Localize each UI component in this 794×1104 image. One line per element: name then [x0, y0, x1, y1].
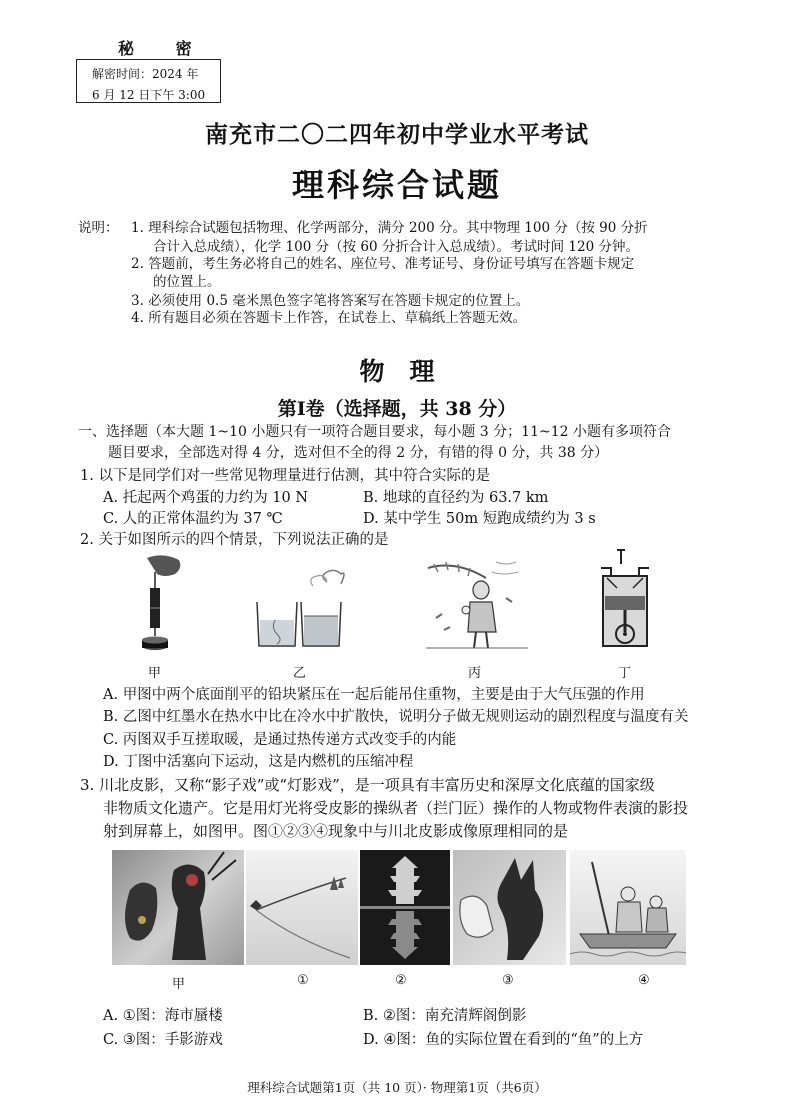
- instructions-label: 说明：: [78, 220, 119, 236]
- q2-figure-label-jia: 甲: [148, 666, 162, 681]
- question-3-stem-line3: 射到屏幕上，如图甲。图①②③④现象中与川北皮影成像原理相同的是: [103, 822, 569, 840]
- question-3-stem-line2: 非物质文化遗产。它是用灯光将受皮影的操纵者（拦门匠）操作的人物或物件表演的影投: [103, 799, 689, 817]
- instruction-line: 1. 理科综合试题包括物理、化学两部分，满分 200 分。其中物理 100 分（按 90 分折: [131, 220, 648, 236]
- mirage-photo: [246, 850, 358, 965]
- instruction-line: 的位置上。: [153, 274, 221, 290]
- question-2-option-a: A. 甲图中两个底面削平的铅块紧压在一起后能吊住重物，主要是由于大气压强的作用: [103, 687, 645, 703]
- question-2-stem: 2. 关于如图所示的四个情景，下列说法正确的是: [80, 532, 389, 548]
- mc-intro-line1: 一、选择题（本大题 1~10 小题只有一项符合题目要求，每小题 3 分；11~12 小题有多项符合: [78, 424, 671, 440]
- question-2-option-c: C. 丙图双手互搓取暖，是通过热传递方式改变手的内能: [103, 732, 457, 748]
- engine-cylinder-figure: [595, 548, 655, 654]
- instruction-line: 合计入总成绩），化学 100 分（按 60 分折合计入总成绩）。考试时间 120 分钟。: [153, 239, 639, 255]
- instruction-line: 3. 必须使用 0.5 毫米黑色签字笔将答案写在答题卡规定的位置上。: [131, 293, 530, 309]
- q3-figure-label-1: ①: [297, 973, 309, 988]
- part-title: 第Ⅰ卷（选择题，共 38 分）: [277, 398, 517, 420]
- question-3-option-d: D. ④图：鱼的实际位置在看到的“鱼”的上方: [363, 1032, 644, 1048]
- page-footer: 理科综合试题第1页（共 10 页）· 物理第1页（共6页）: [247, 1080, 547, 1095]
- question-3-stem-line1: 3. 川北皮影，又称“影子戏”或“灯影戏”，是一项具有丰富历史和深厚文化底蕴的国家级: [80, 776, 655, 794]
- mc-intro-line2: 题目要求，全部选对得 4 分，选对但不全的得 2 分，有错的得 0 分，共 38 分）: [108, 445, 609, 461]
- q2-figure-label-yi: 乙: [293, 666, 307, 681]
- question-1-option-b: B. 地球的直径约为 63.7 km: [363, 490, 549, 506]
- q3-figure-label-4: ④: [638, 973, 650, 988]
- rubbing-hands-figure: [426, 558, 528, 650]
- secret-label: 秘 密: [118, 39, 210, 58]
- instruction-line: 2. 答题前，考生务必将自己的姓名、座位号、准考证号、身份证号填写在答题卡规定: [131, 256, 635, 272]
- exam-title: 南充市二〇二四年初中学业水平考试: [205, 121, 589, 148]
- question-1-stem: 1. 以下是同学们对一些常见物理量进行估测，其中符合实际的是: [80, 468, 490, 484]
- question-3-option-a: A. ①图：海市蜃楼: [103, 1008, 223, 1024]
- question-3-option-b: B. ②图：南充清辉阁倒影: [363, 1008, 527, 1024]
- section-title: 物 理: [359, 357, 435, 386]
- declassify-time-line2: 6 月 12 日下午 3:00: [92, 88, 206, 102]
- question-2-option-d: D. 丁图中活塞向下运动，这是内燃机的压缩冲程: [103, 754, 414, 770]
- lead-blocks-figure: [125, 554, 185, 660]
- spear-fishing-photo: [570, 850, 686, 965]
- pagoda-reflection-photo: [360, 850, 450, 965]
- q3-figure-label-jia: 甲: [172, 977, 186, 992]
- question-1-option-a: A. 托起两个鸡蛋的力约为 10 N: [103, 490, 309, 506]
- question-2-option-b: B. 乙图中红墨水在热水中比在冷水中扩散快，说明分子做无规则运动的剧烈程度与温度有关: [103, 709, 689, 725]
- shadow-puppet-photo: [112, 850, 244, 965]
- q3-figure-label-2: ②: [395, 973, 407, 988]
- subject-title: 理科综合试题: [291, 166, 502, 204]
- question-1-option-c: C. 人的正常体温约为 37 ℃: [103, 511, 283, 527]
- question-3-option-c: C. ③图：手影游戏: [103, 1032, 223, 1048]
- q2-figure-label-ding: 丁: [618, 666, 632, 681]
- q3-figure-label-3: ③: [502, 973, 514, 988]
- question-1-option-d: D. 某中学生 50m 短跑成绩约为 3 s: [363, 511, 596, 527]
- q2-figure-label-bing: 丙: [468, 666, 482, 681]
- declassify-time-line1: 解密时间：2024 年: [92, 67, 199, 81]
- hand-shadow-photo: [453, 850, 566, 965]
- instruction-line: 4. 所有题目必须在答题卡上作答，在试卷上、草稿纸上答题无效。: [131, 310, 527, 326]
- beakers-figure: [253, 568, 345, 650]
